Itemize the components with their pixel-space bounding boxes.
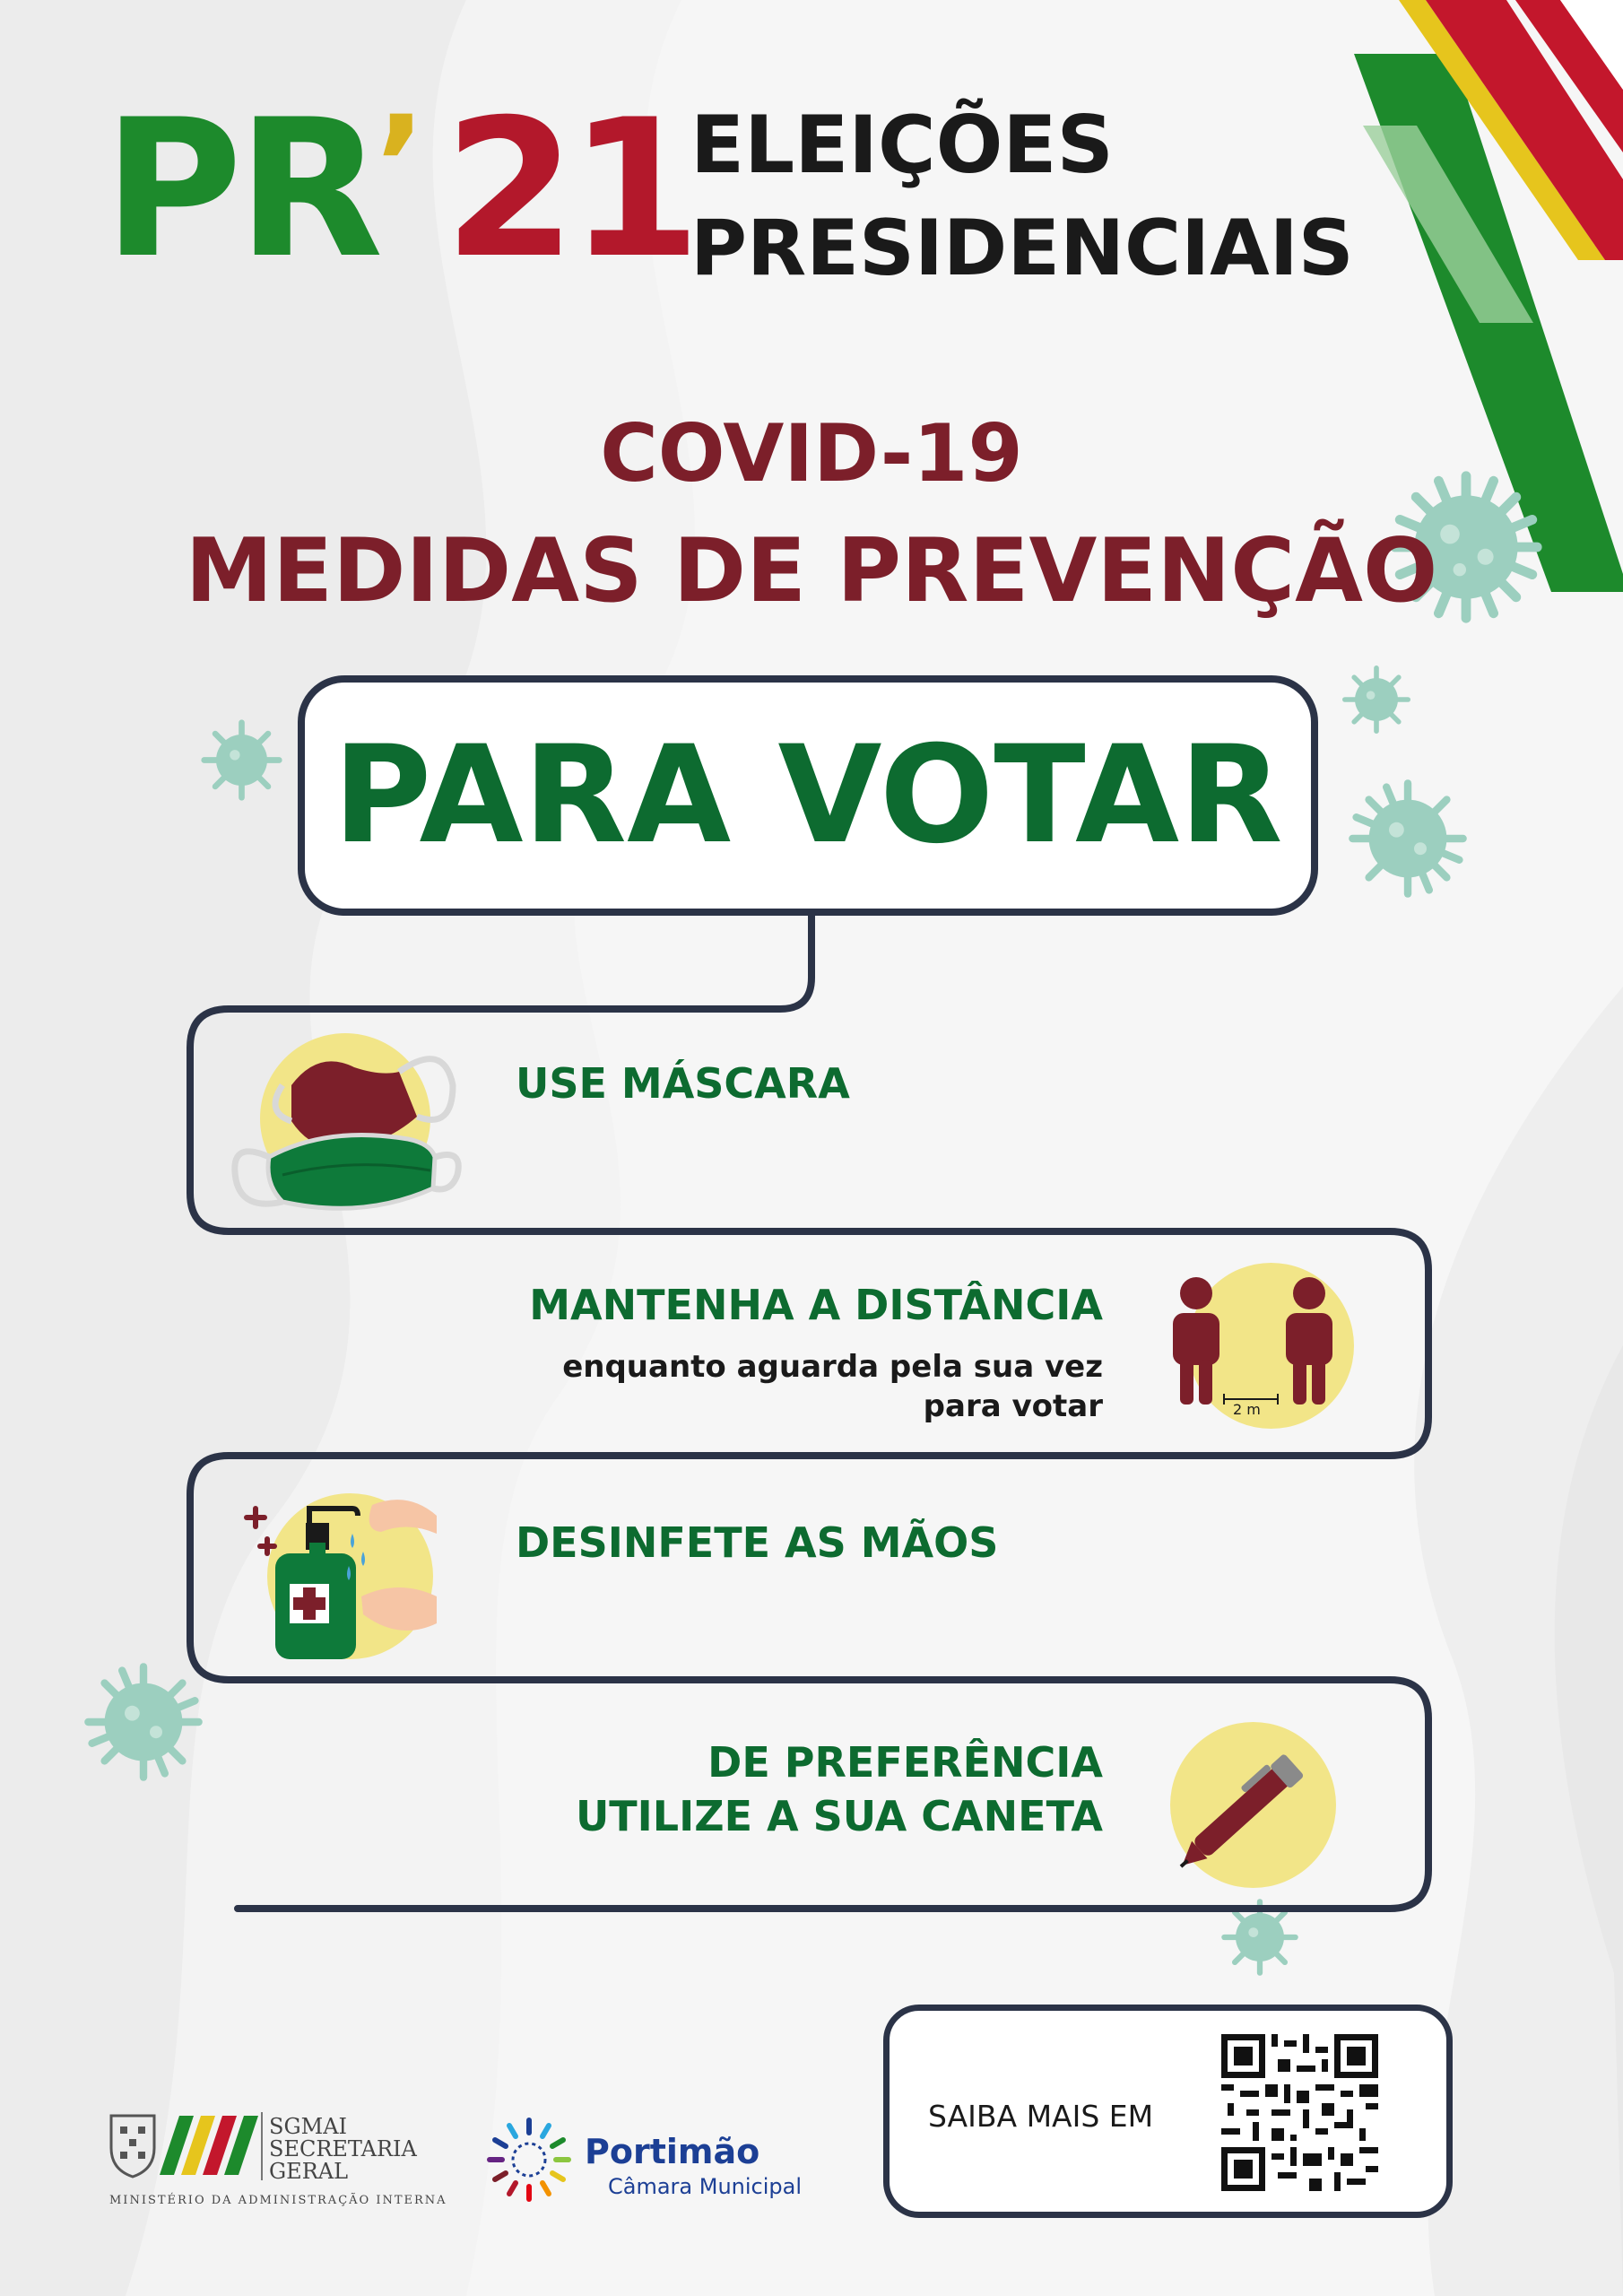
portimao-logo-icon: [484, 2115, 574, 2205]
step2-subtitle-line1: enquanto aguarda pela sua vez: [562, 1349, 1103, 1385]
step2-title: MANTENHA A DISTÂNCIA: [529, 1281, 1103, 1329]
sgmai-line2: SECRETARIA: [269, 2136, 417, 2161]
step4-title-line2: UTILIZE A SUA CANETA: [575, 1792, 1103, 1840]
step2-subtitle-line2: para votar: [923, 1388, 1103, 1424]
step4-title-line1: DE PREFERÊNCIA: [707, 1738, 1103, 1787]
qr-code-icon[interactable]: [1221, 2034, 1378, 2191]
logo-subtitle-line1: ELEIÇÕES: [690, 99, 1114, 191]
social-distance-icon: [1166, 1274, 1345, 1408]
face-mask-icon: [229, 1031, 462, 1220]
logo-pr: PR: [103, 78, 378, 300]
portimao-name: Portimão: [585, 2132, 760, 2171]
ministry-name: MINISTÉRIO DA ADMINISTRAÇÃO INTERNA: [109, 2194, 447, 2207]
pen-icon: [1166, 1735, 1332, 1879]
portimao-subtitle: Câmara Municipal: [608, 2174, 803, 2199]
sgmai-line3: GERAL: [269, 2159, 349, 2184]
step3-title: DESINFETE AS MÃOS: [516, 1518, 999, 1567]
distance-label: 2 m: [1233, 1401, 1261, 1418]
measures-title: MEDIDAS DE PREVENÇÃO: [185, 520, 1438, 622]
logo-21: 21: [444, 78, 695, 300]
qr-label: SAIBA MAIS EM: [928, 2099, 1154, 2134]
step1-title: USE MÁSCARA: [516, 1059, 850, 1108]
hand-sanitizer-icon: [238, 1489, 444, 1668]
logo-subtitle-line2: PRESIDENCIAIS: [690, 204, 1354, 293]
covid-title: COVID-19: [600, 407, 1023, 500]
logo-apostrophe: ’: [375, 88, 426, 244]
sgmai-line1: SGMAI: [269, 2114, 347, 2139]
para-votar-title: PARA VOTAR: [333, 718, 1283, 874]
